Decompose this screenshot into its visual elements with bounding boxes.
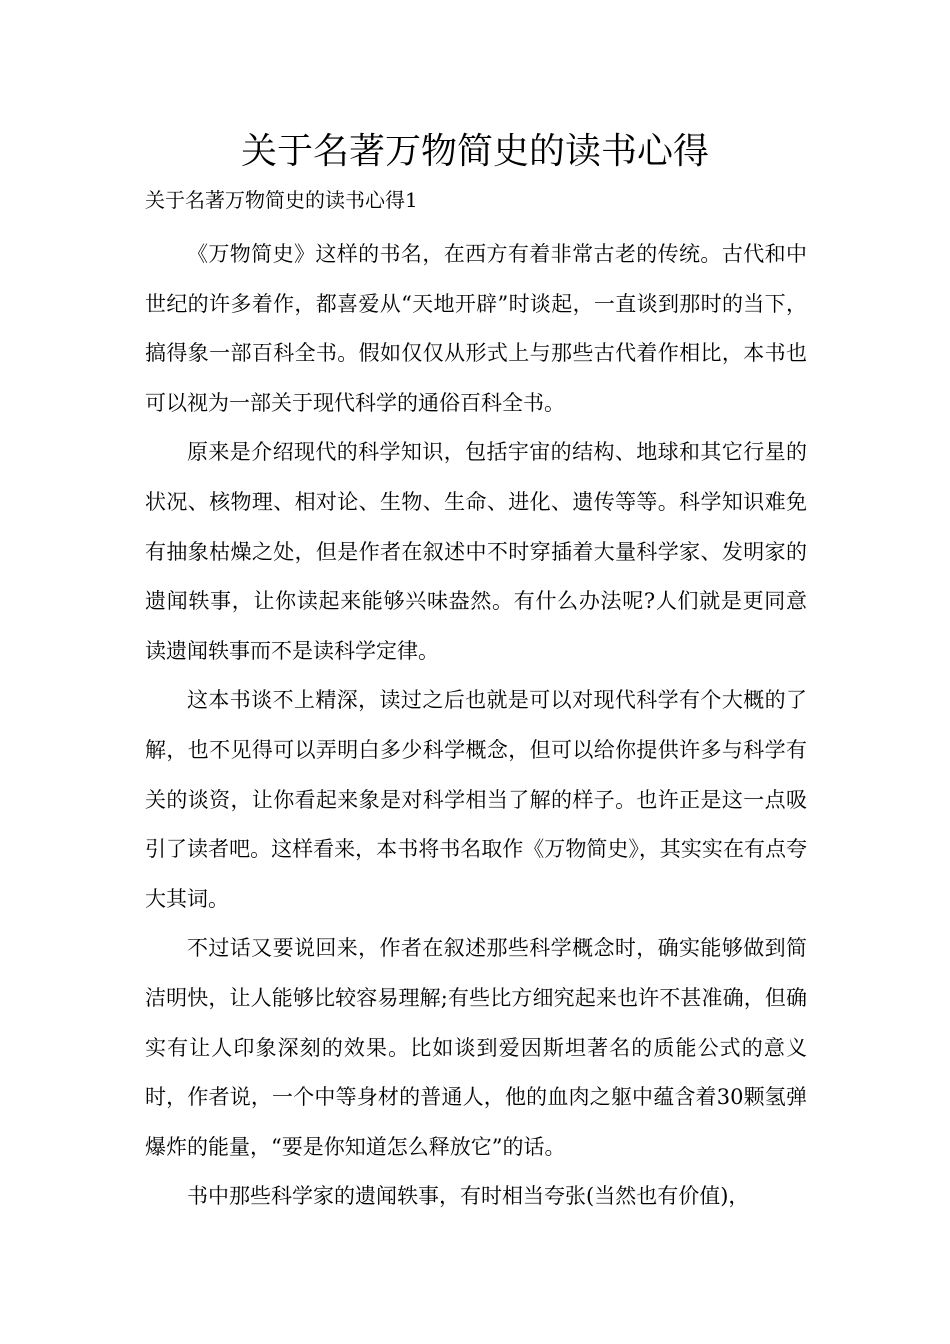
document-title: 关于名著万物简史的读书心得 [240, 131, 709, 172]
paragraph: 书中那些科学家的遗闻轶事，有时相当夸张(当然也有价值)， [187, 1184, 750, 1209]
paragraph: 原来是介绍现代的科学知识，包括宇宙的结构、地球和其它行星的状况、核物理、相对论、生物、生命、进化、遗传等等。科学知识难免有抽象枯燥之处，但是作者在叙述中不时穿插着大量科学家、发明家的遗闻轶事，让你读起来能够兴味盎然。有什么办法呢?人们就是更同意读遗闻轶事而不是读科学定律。 [145, 440, 807, 663]
paragraph: 这本书谈不上精深，读过之后也就是可以对现代科学有个大概的了解，也不见得可以弄明白多少科学概念，但可以给你提供许多与科学有关的谈资，让你看起来象是对科学相当了解的样子。也许正是这一点吸引了读者吧。这样看来，本书将书名取作《万物简史》，其实实在有点夸大其词。 [145, 688, 807, 911]
paragraph: 《万物简史》这样的书名，在西方有着非常古老的传统。古代和中世纪的许多着作，都喜爱从“天地开辟”时谈起，一直谈到那时的当下，搞得象一部百科全书。假如仅仅从形式上与那些古代着作相比，本书也可以视为一部关于现代科学的通俗百科全书。 [145, 242, 807, 415]
paragraph: 不过话又要说回来，作者在叙述那些科学概念时，确实能够做到简洁明快，让人能够比较容易理解;有些比方细究起来也许不甚准确，但确实有让人印象深刻的效果。比如谈到爱因斯坦著名的质能公式的意义时，作者说，一个中等身材的普通人，他的血肉之躯中蕴含着30颗氢弹爆炸的能量，“要是你知道怎么释放它”的话。 [145, 936, 807, 1159]
document-body [145, 230, 807, 1222]
section-heading: 关于名著万物简史的读书心得1 [145, 188, 418, 212]
